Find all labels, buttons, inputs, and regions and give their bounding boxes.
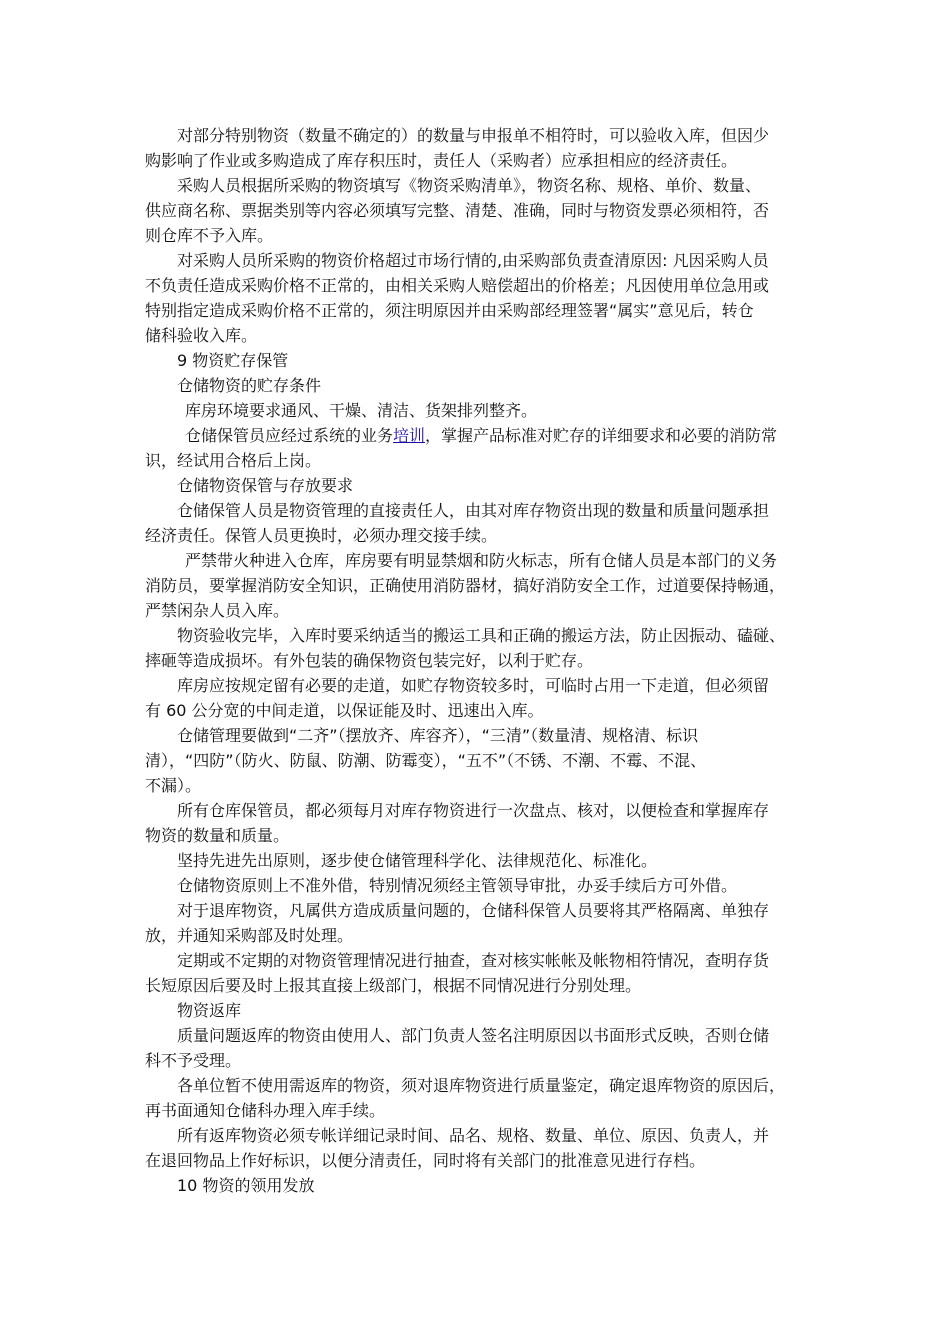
paragraph-text: ，掌握产品标准对贮存的详细要求和必要的消防常 <box>425 426 778 445</box>
paragraph-line: 坚持先进先出原则，逐步使仓储管理科学化、法律规范化、标准化。 <box>177 851 658 870</box>
paragraph-line: 严禁带火种进入仓库，库房要有明显禁烟和防火标志，所有仓储人员是本部门的义务 <box>185 551 778 570</box>
subsection-heading: 仓储物资保管与存放要求 <box>177 476 354 495</box>
paragraph-line <box>185 425 777 447</box>
subsection-heading: 物资返库 <box>177 1001 242 1020</box>
paragraph-line: 放，并通知采购部及时处理。 <box>145 926 354 945</box>
paragraph-line: 各单位暂不使用需返库的物资，须对退库物资进行质量鉴定，确定退库物资的原因后， <box>177 1076 786 1095</box>
training-link[interactable]: 培训 <box>393 426 426 445</box>
paragraph-line: 库房环境要求通风、干燥、清洁、货架排列整齐。 <box>185 401 538 420</box>
paragraph-line: 物资的数量和质量。 <box>145 826 290 845</box>
paragraph-line: 特别指定造成采购价格不正常的，须注明原因并由采购部经理签署“属实”意见后，转仓 <box>145 301 754 320</box>
paragraph-line: 消防员，要掌握消防安全知识，正确使用消防器材，搞好消防安全工作，过道要保持畅通， <box>145 576 786 595</box>
paragraph-line: 储科验收入库。 <box>145 326 258 345</box>
paragraph-line: 定期或不定期的对物资管理情况进行抽查，查对核实帐帐及帐物相符情况，查明存货 <box>177 951 770 970</box>
paragraph-line: 不漏）。 <box>145 776 202 795</box>
paragraph-line: 有 60 公分宽的中间走道，以保证能及时、迅速出入库。 <box>145 701 544 720</box>
paragraph-line: 识，经试用合格后上岗。 <box>145 451 322 470</box>
paragraph-line: 在退回物品上作好标识，以便分清责任，同时将有关部门的批准意见进行存档。 <box>145 1151 706 1170</box>
paragraph-line: 质量问题返库的物资由使用人、部门负责人签名注明原因以书面形式反映，否则仓储 <box>177 1026 770 1045</box>
paragraph-line: 对于退库物资，凡属供方造成质量问题的，仓储科保管人员要将其严格隔离、单独存 <box>177 901 770 920</box>
paragraph-line: 库房应按规定留有必要的走道，如贮存物资较多时，可临时占用一下走道，但必须留 <box>177 676 770 695</box>
paragraph-line: 仓储物资原则上不准外借，特别情况须经主管领导审批，办妥手续后方可外借。 <box>177 876 738 895</box>
paragraph-line: 物资验收完毕，入库时要采纳适当的搬运工具和正确的搬运方法，防止因振动、磕碰、 <box>177 626 786 645</box>
paragraph-line: 购影响了作业或多购造成了库存积压时，责任人（采购者）应承担相应的经济责任。 <box>145 151 738 170</box>
subsection-heading: 仓储物资的贮存条件 <box>177 376 322 395</box>
paragraph-line: 严禁闲杂人员入库。 <box>145 601 290 620</box>
paragraph-line: 对部分特别物资（数量不确定的）的数量与申报单不相符时，可以验收入库，但因少 <box>177 126 770 145</box>
paragraph-line: 清），“四防”（防火、防鼠、防潮、防霉变），“五不”（不锈、不潮、不霉、不混、 <box>145 751 707 770</box>
paragraph-line: 仓储管理要做到“二齐”（摆放齐、库容齐），“三清”（数量清、规格清、标识 <box>177 726 699 745</box>
paragraph-line: 再书面通知仓储科办理入库手续。 <box>145 1101 386 1120</box>
paragraph-line: 科不予受理。 <box>145 1051 242 1070</box>
paragraph-line: 摔砸等造成损坏。有外包装的确保物资包装完好，以利于贮存。 <box>145 651 594 670</box>
paragraph-line: 所有仓库保管员，都必须每月对库存物资进行一次盘点、核对，以便检查和掌握库存 <box>177 801 770 820</box>
paragraph-line: 对采购人员所采购的物资价格超过市场行情的,由采购部负责查清原因: 凡因采购人员 <box>177 251 769 270</box>
paragraph-line: 仓储保管人员是物资管理的直接责任人，由其对库存物资出现的数量和质量问题承担 <box>177 501 770 520</box>
section-heading: 9 物资贮存保管 <box>177 351 289 370</box>
paragraph-line: 经济责任。保管人员更换时，必须办理交接手续。 <box>145 526 498 545</box>
paragraph-line: 采购人员根据所采购的物资填写《物资采购清单》，物资名称、规格、单价、数量、 <box>177 176 762 195</box>
paragraph-line: 供应商名称、票据类别等内容必须填写完整、清楚、准确，同时与物资发票必须相符，否 <box>145 201 770 220</box>
paragraph-line: 所有返库物资必须专帐详细记录时间、品名、规格、数量、单位、原因、负责人，并 <box>177 1126 770 1145</box>
section-heading: 10 物资的领用发放 <box>177 1176 315 1195</box>
paragraph-line: 不负责任造成采购价格不正常的，由相关采购人赔偿超出的价格差；凡因使用单位急用或 <box>145 276 770 295</box>
paragraph-text: 仓储保管员应经过系统的业务 <box>185 426 394 445</box>
paragraph-line: 则仓库不予入库。 <box>145 226 274 245</box>
paragraph-line: 长短原因后要及时上报其直接上级部门，根据不同情况进行分别处理。 <box>145 976 642 995</box>
